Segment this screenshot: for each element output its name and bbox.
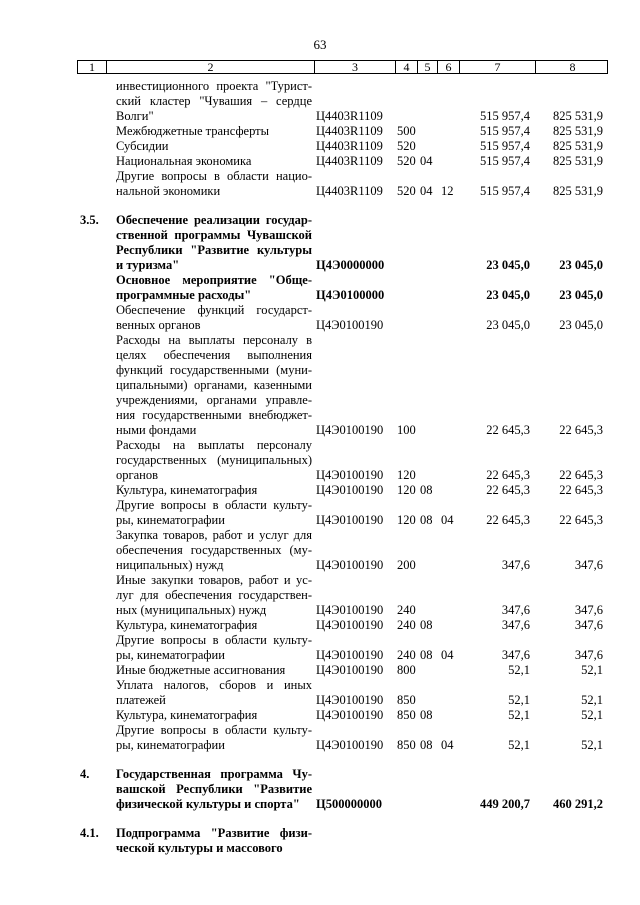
- cell-c8: 22 645,3: [559, 513, 603, 527]
- row-name: [116, 633, 312, 663]
- row-name-line: венных органов: [116, 318, 201, 332]
- cell-c4: 240: [397, 648, 416, 662]
- cell-c8: 825 531,9: [553, 154, 603, 168]
- cell-c4: 500: [397, 124, 416, 138]
- row-name-line: ственной программы Чувашской: [116, 228, 312, 242]
- cell-c7: 515 957,4: [480, 109, 530, 123]
- cell-c7: 347,6: [501, 648, 530, 662]
- row-name: [116, 767, 312, 812]
- row-name-line: Культура, кинематография: [116, 483, 258, 497]
- row-name-line: ниципальных) нужд: [116, 558, 224, 572]
- row-name: [116, 573, 312, 618]
- row-name: [116, 303, 312, 333]
- row-name-line: ципальными) органами, казенными: [116, 378, 312, 392]
- cell-c3: Ц4Э0100190: [316, 618, 384, 632]
- cell-c3: Ц4Э0100190: [316, 423, 384, 437]
- table-row: [0, 213, 640, 273]
- cell-c5: 08: [420, 648, 433, 662]
- row-name-line: ский кластер "Чувашия – сердце: [116, 94, 312, 108]
- cell-c7: 515 957,4: [480, 124, 530, 138]
- cell-c4: 240: [397, 618, 416, 632]
- row-name-line: Межбюджетные трансферты: [116, 124, 270, 138]
- table-row: [0, 826, 640, 856]
- cell-c4: 240: [397, 603, 416, 617]
- row-name: [116, 154, 312, 169]
- cell-c7: 22 645,3: [486, 468, 530, 482]
- cell-c4: 120: [397, 513, 416, 527]
- cell-c8: 825 531,9: [553, 184, 603, 198]
- row-name-line: Другие вопросы в области культу-: [116, 633, 312, 647]
- column-header-7: 7: [460, 61, 536, 73]
- cell-c7: 347,6: [501, 603, 530, 617]
- row-name: [116, 723, 312, 753]
- cell-c7: 347,6: [501, 618, 530, 632]
- row-name-line: Иные бюджетные ассигнования: [116, 663, 286, 677]
- row-name-line: инвестиционного проекта "Турист-: [116, 79, 312, 93]
- row-name-line: ных (муниципальных) нужд: [116, 603, 267, 617]
- cell-c5: 08: [420, 618, 433, 632]
- row-name-line: ческой культуры и массового: [116, 841, 283, 855]
- table-row: [0, 573, 640, 618]
- row-name-line: Расходы на выплаты персоналу: [116, 438, 312, 452]
- row-name-line: Республики "Развитие культуры: [116, 243, 312, 257]
- cell-c5: 08: [420, 738, 433, 752]
- row-name: [116, 708, 312, 723]
- cell-c5: 08: [420, 513, 433, 527]
- table-row: [0, 438, 640, 483]
- row-name: [116, 213, 312, 273]
- cell-c7: 52,1: [508, 708, 530, 722]
- cell-c8: 52,1: [581, 708, 603, 722]
- row-number: 3.5.: [80, 213, 99, 227]
- column-header-6: 6: [438, 61, 460, 73]
- row-name-line: Другие вопросы в области нацио-: [116, 169, 312, 183]
- cell-c6: 04: [441, 648, 454, 662]
- cell-c3: Ц4Э0100190: [316, 468, 384, 482]
- column-header-8: 8: [569, 60, 576, 74]
- cell-c3: Ц4Э0000000: [316, 258, 385, 272]
- cell-c4: 200: [397, 558, 416, 572]
- row-name-line: луг для обеспечения государствен-: [116, 588, 312, 602]
- column-header-2: 2: [107, 61, 315, 73]
- row-name-line: нальной экономики: [116, 184, 221, 198]
- cell-c7: 22 645,3: [486, 423, 530, 437]
- row-name-line: Волги": [116, 109, 154, 123]
- row-name-line: Расходы на выплаты персоналу в: [116, 333, 312, 347]
- cell-c8: 347,6: [574, 558, 603, 572]
- table-row: [0, 154, 640, 169]
- cell-c8: 23 045,0: [559, 318, 603, 332]
- cell-c5: 08: [420, 708, 433, 722]
- cell-c3: Ц4Э0100190: [316, 483, 384, 497]
- row-name-line: Субсидии: [116, 139, 169, 153]
- row-name: [116, 618, 312, 633]
- cell-c8: 825 531,9: [553, 124, 603, 138]
- table-row: [0, 124, 640, 139]
- cell-c4: 120: [397, 483, 416, 497]
- column-header-4: 4: [396, 61, 418, 73]
- cell-c8: 22 645,3: [559, 483, 603, 497]
- row-name-line: вашской Республики "Развитие: [116, 782, 312, 796]
- row-name-line: ры, кинематографии: [116, 648, 225, 662]
- row-name-line: целях обеспечения выполнения: [116, 348, 312, 362]
- cell-c8: 23 045,0: [559, 288, 603, 302]
- row-name: [116, 498, 312, 528]
- cell-c6: 12: [441, 184, 454, 198]
- row-name-line: обеспечения государственных (му-: [116, 543, 312, 557]
- table-row: [0, 678, 640, 708]
- row-name-line: Обеспечение реализации государ-: [116, 213, 312, 227]
- row-name-line: физической культуры и спорта": [116, 797, 300, 811]
- column-header-row: [77, 60, 608, 74]
- table-row: [0, 483, 640, 498]
- row-name-line: функций государственными (муни-: [116, 363, 312, 377]
- row-name-line: ры, кинематографии: [116, 738, 225, 752]
- cell-c3: Ц4403R1109: [316, 124, 383, 138]
- cell-c3: Ц4Э0100190: [316, 738, 384, 752]
- row-name: [116, 79, 312, 124]
- row-name-line: Закупка товаров, работ и услуг для: [116, 528, 312, 542]
- row-name-line: Национальная экономика: [116, 154, 252, 168]
- table-row: [0, 767, 640, 812]
- cell-c8: 460 291,2: [553, 797, 603, 811]
- table-row: [0, 708, 640, 723]
- cell-c3: Ц4Э0100190: [316, 693, 384, 707]
- row-name-line: программные расходы": [116, 288, 252, 302]
- cell-c7: 22 645,3: [486, 513, 530, 527]
- cell-c3: Ц4Э0100000: [316, 288, 385, 302]
- row-name: [116, 663, 312, 678]
- cell-c3: Ц4Э0100190: [316, 513, 384, 527]
- cell-c7: 52,1: [508, 663, 530, 677]
- row-name-line: государственных (муниципальных): [116, 453, 312, 467]
- cell-c3: Ц4Э0100190: [316, 603, 384, 617]
- cell-c3: Ц4Э0100190: [316, 663, 384, 677]
- cell-c6: 04: [441, 513, 454, 527]
- row-name: [116, 528, 312, 573]
- row-name: [116, 438, 312, 483]
- cell-c8: 23 045,0: [559, 258, 603, 272]
- table-row: [0, 633, 640, 663]
- cell-c4: 520: [397, 139, 416, 153]
- row-name-line: ния государственными внебюджет-: [116, 408, 312, 422]
- cell-c5: 08: [420, 483, 433, 497]
- cell-c8: 825 531,9: [553, 139, 603, 153]
- row-name-line: Другие вопросы в области культу-: [116, 723, 312, 737]
- cell-c8: 347,6: [574, 603, 603, 617]
- row-name-line: платежей: [116, 693, 166, 707]
- cell-c7: 449 200,7: [480, 797, 530, 811]
- row-name: [116, 124, 312, 139]
- table-row: [0, 663, 640, 678]
- row-name-line: ными фондами: [116, 423, 197, 437]
- table-row: [0, 79, 640, 124]
- cell-c4: 520: [397, 184, 416, 198]
- row-name-line: Подпрограмма "Развитие физи-: [116, 826, 312, 840]
- row-name: [116, 273, 312, 303]
- cell-c3: Ц4403R1109: [316, 109, 383, 123]
- cell-c7: 23 045,0: [486, 288, 530, 302]
- cell-c3: Ц4403R1109: [316, 139, 383, 153]
- row-name: [116, 169, 312, 199]
- cell-c3: Ц4Э0100190: [316, 558, 384, 572]
- row-name: [116, 139, 312, 154]
- cell-c6: 04: [441, 738, 454, 752]
- table-row: [0, 723, 640, 753]
- cell-c7: 515 957,4: [480, 184, 530, 198]
- row-name-line: Уплата налогов, сборов и иных: [116, 678, 312, 692]
- row-name: [116, 333, 312, 438]
- cell-c3: Ц4Э0100190: [316, 648, 384, 662]
- column-header-5: 5: [418, 61, 438, 73]
- row-name: [116, 826, 312, 856]
- row-number: 4.: [80, 767, 90, 781]
- row-name-line: ры, кинематографии: [116, 513, 225, 527]
- row-name-line: Иные закупки товаров, работ и ус-: [116, 573, 312, 587]
- cell-c5: 04: [420, 154, 433, 168]
- table-row: [0, 528, 640, 573]
- table-row: [0, 303, 640, 333]
- cell-c4: 850: [397, 693, 416, 707]
- cell-c7: 52,1: [508, 693, 530, 707]
- cell-c5: 04: [420, 184, 433, 198]
- cell-c4: 800: [397, 663, 416, 677]
- cell-c7: 22 645,3: [486, 483, 530, 497]
- cell-c4: 100: [397, 423, 416, 437]
- row-name-line: Обеспечение функций государст-: [116, 303, 312, 317]
- cell-c8: 22 645,3: [559, 423, 603, 437]
- cell-c7: 515 957,4: [480, 139, 530, 153]
- table-row: [0, 273, 640, 303]
- column-header-1: 1: [78, 61, 107, 73]
- cell-c3: Ц4403R1109: [316, 154, 383, 168]
- cell-c8: 52,1: [581, 663, 603, 677]
- cell-c8: 825 531,9: [553, 109, 603, 123]
- row-name: [116, 483, 312, 498]
- row-name-line: учреждениями, органами управле-: [116, 393, 312, 407]
- page-number: 63: [313, 37, 327, 52]
- cell-c8: 52,1: [581, 738, 603, 752]
- table-row: [0, 139, 640, 154]
- column-header-3: 3: [315, 61, 396, 73]
- row-number: 4.1.: [80, 826, 99, 840]
- cell-c7: 515 957,4: [480, 154, 530, 168]
- cell-c8: 52,1: [581, 693, 603, 707]
- row-name-line: и туризма": [116, 258, 180, 272]
- cell-c8: 347,6: [574, 618, 603, 632]
- table-row: [0, 498, 640, 528]
- cell-c7: 23 045,0: [486, 258, 530, 272]
- cell-c3: Ц4Э0100190: [316, 708, 384, 722]
- row-name-line: Другие вопросы в области культу-: [116, 498, 312, 512]
- table-row: [0, 169, 640, 199]
- row-name-line: органов: [116, 468, 159, 482]
- cell-c3: Ц4403R1109: [316, 184, 383, 198]
- cell-c8: 347,6: [574, 648, 603, 662]
- row-name: [116, 678, 312, 708]
- cell-c4: 520: [397, 154, 416, 168]
- cell-c7: 347,6: [501, 558, 530, 572]
- row-name-line: Государственная программа Чу-: [116, 767, 312, 781]
- table-row: [0, 618, 640, 633]
- cell-c7: 52,1: [508, 738, 530, 752]
- row-name-line: Культура, кинематография: [116, 708, 258, 722]
- row-name-line: Основное мероприятие "Обще-: [116, 273, 312, 287]
- cell-c4: 120: [397, 468, 416, 482]
- cell-c7: 23 045,0: [486, 318, 530, 332]
- cell-c3: Ц500000000: [316, 797, 382, 811]
- cell-c3: Ц4Э0100190: [316, 318, 384, 332]
- row-name-line: Культура, кинематография: [116, 618, 258, 632]
- cell-c4: 850: [397, 708, 416, 722]
- cell-c8: 22 645,3: [559, 468, 603, 482]
- cell-c4: 850: [397, 738, 416, 752]
- table-row: [0, 333, 640, 438]
